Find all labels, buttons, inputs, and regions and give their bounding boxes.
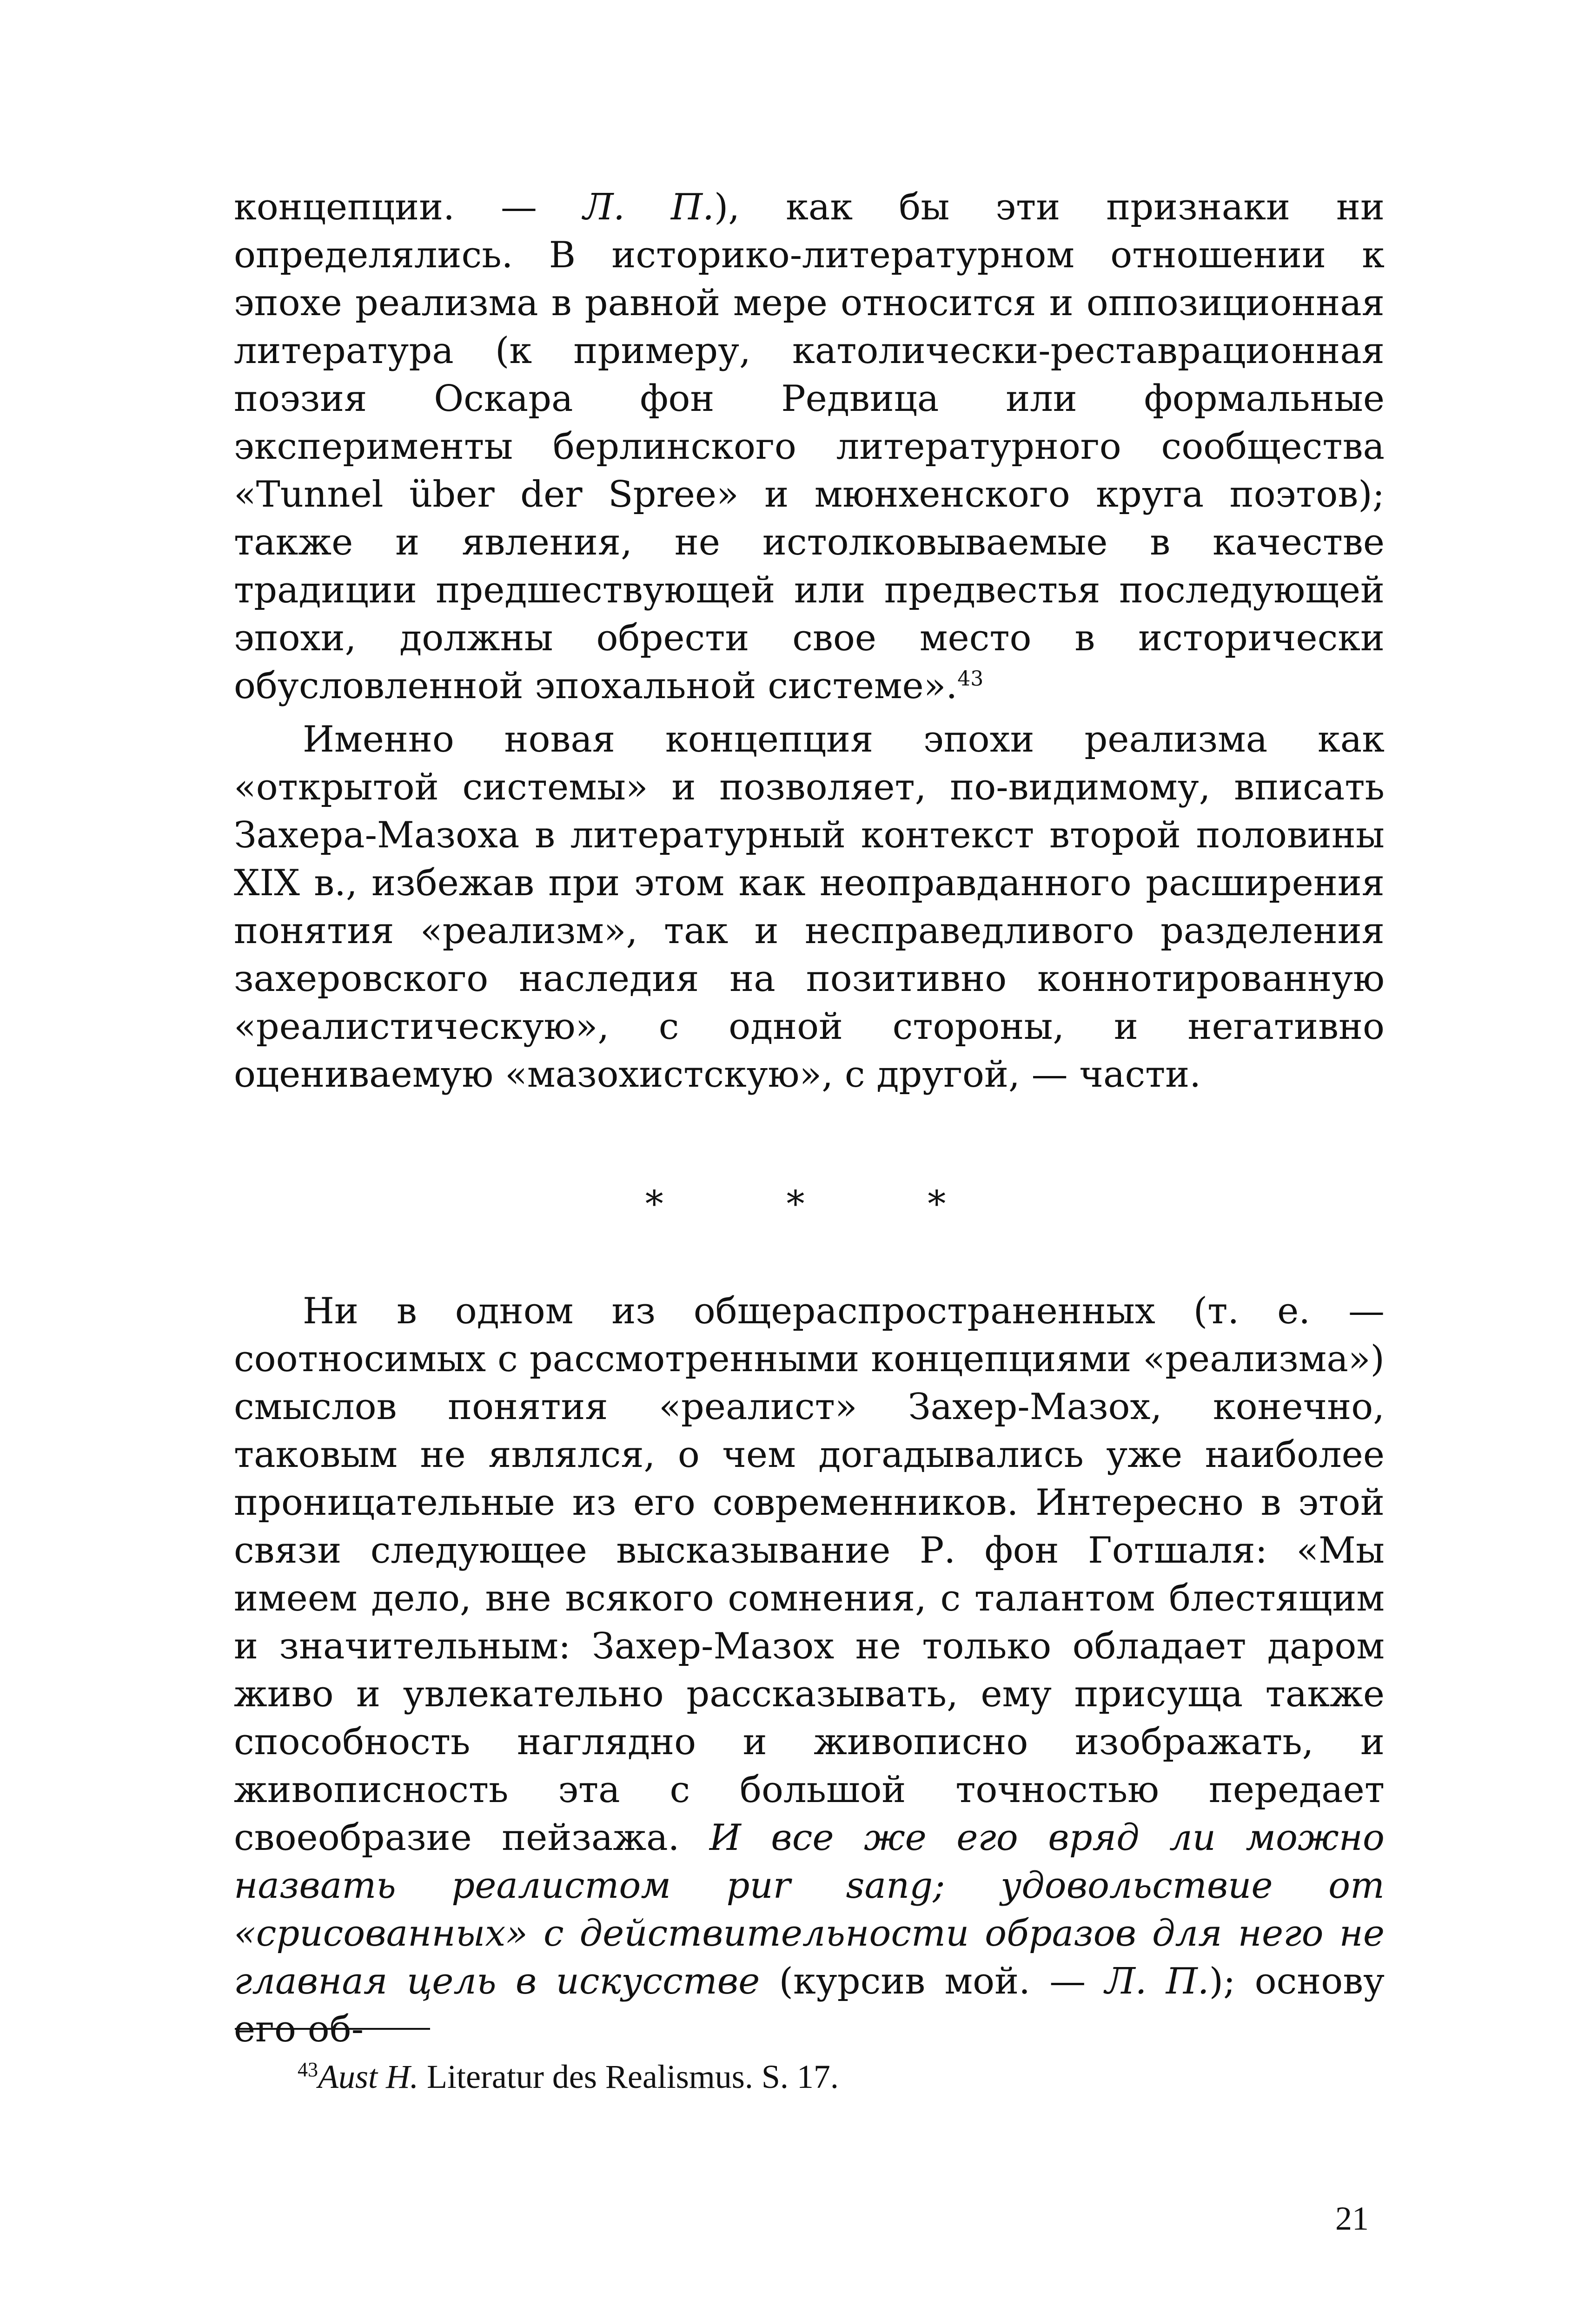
paragraph-text: ), как бы эти признаки ни определялись. В историко-литературном отношении к эпохе реализма в равной мере относится и оппозиционная литература (к примеру, католически-реставрационная поэзия Оскара фон Редвица или формальные эксперименты берлинского литературного сообщества «Tunnel über der Spree» и мюнхенского круга поэтов); также и явления, не истолковываемые в качестве традиции предшествующей или предвестья последующей эпохи, должны обрести свое место в исторически обусловленной эпохальной системе». bbox=[234, 186, 1385, 707]
paragraph-gottschall bbox=[234, 1287, 1385, 2053]
paragraph-continued bbox=[234, 184, 1385, 710]
footnote-number: 43 bbox=[298, 2058, 318, 2081]
author-initials: Л. П. bbox=[583, 186, 714, 228]
footnote-author: Aust H. bbox=[318, 2058, 418, 2095]
footnote-text: Literatur des Realismus. S. 17. bbox=[418, 2058, 839, 2095]
paragraph-text: Ни в одном из общераспространенных (т. е. — соотносимых с рассмотренными концепциями «реализма») смыслов понятия «реалист» Захер-Мазох, конечно, таковым не являлся, о чем догадывались уже наиболее проницательные из его современников. Интересно в этой связи следующее высказывание Р. фон Готшаля: «Мы имеем дело, вне всякого сомнения, с талантом блестящим и значительным: Захер-Мазох не только обладает даром живо и увлекательно рассказывать, ему присуща также способность наглядно и живописно изображать, и живописность эта с большой точностью передает своеобразие пейзажа. bbox=[234, 1290, 1385, 1859]
paragraph-epoch-concept: Именно новая концепция эпохи реализма как «открытой системы» и позволяет, по-видимому, вписать Захера-Мазоха в литературный контекст второй половины XIX в., избежав при этом как неоправданного расширения понятия «реализм», так и несправедливого разделения захеровского наследия на позитивно коннотированную «реалистическую», с одной стороны, и негативно оцениваемую «мазохистскую», с другой, — части. bbox=[234, 719, 1385, 1096]
paragraph-text: концепции. — bbox=[234, 186, 583, 228]
author-initials: Л. П. bbox=[1105, 1961, 1209, 2002]
paragraph-text: (курсив мой. — bbox=[760, 1961, 1105, 2002]
page-number: 21 bbox=[1335, 2200, 1369, 2237]
italic-quote: И все же его вряд ли можно назвать реалистом pur sang; удовольствие от «срисованных» с действительности образов для него не главная цель в искусстве bbox=[234, 1817, 1385, 2002]
footnote bbox=[298, 2054, 839, 2099]
footnote-divider bbox=[235, 2028, 430, 2030]
paragraph-text: ); основу его об- bbox=[234, 1961, 1385, 2050]
footnote-reference[interactable]: 43 bbox=[957, 667, 984, 691]
section-divider: * * * bbox=[645, 1183, 1002, 1225]
